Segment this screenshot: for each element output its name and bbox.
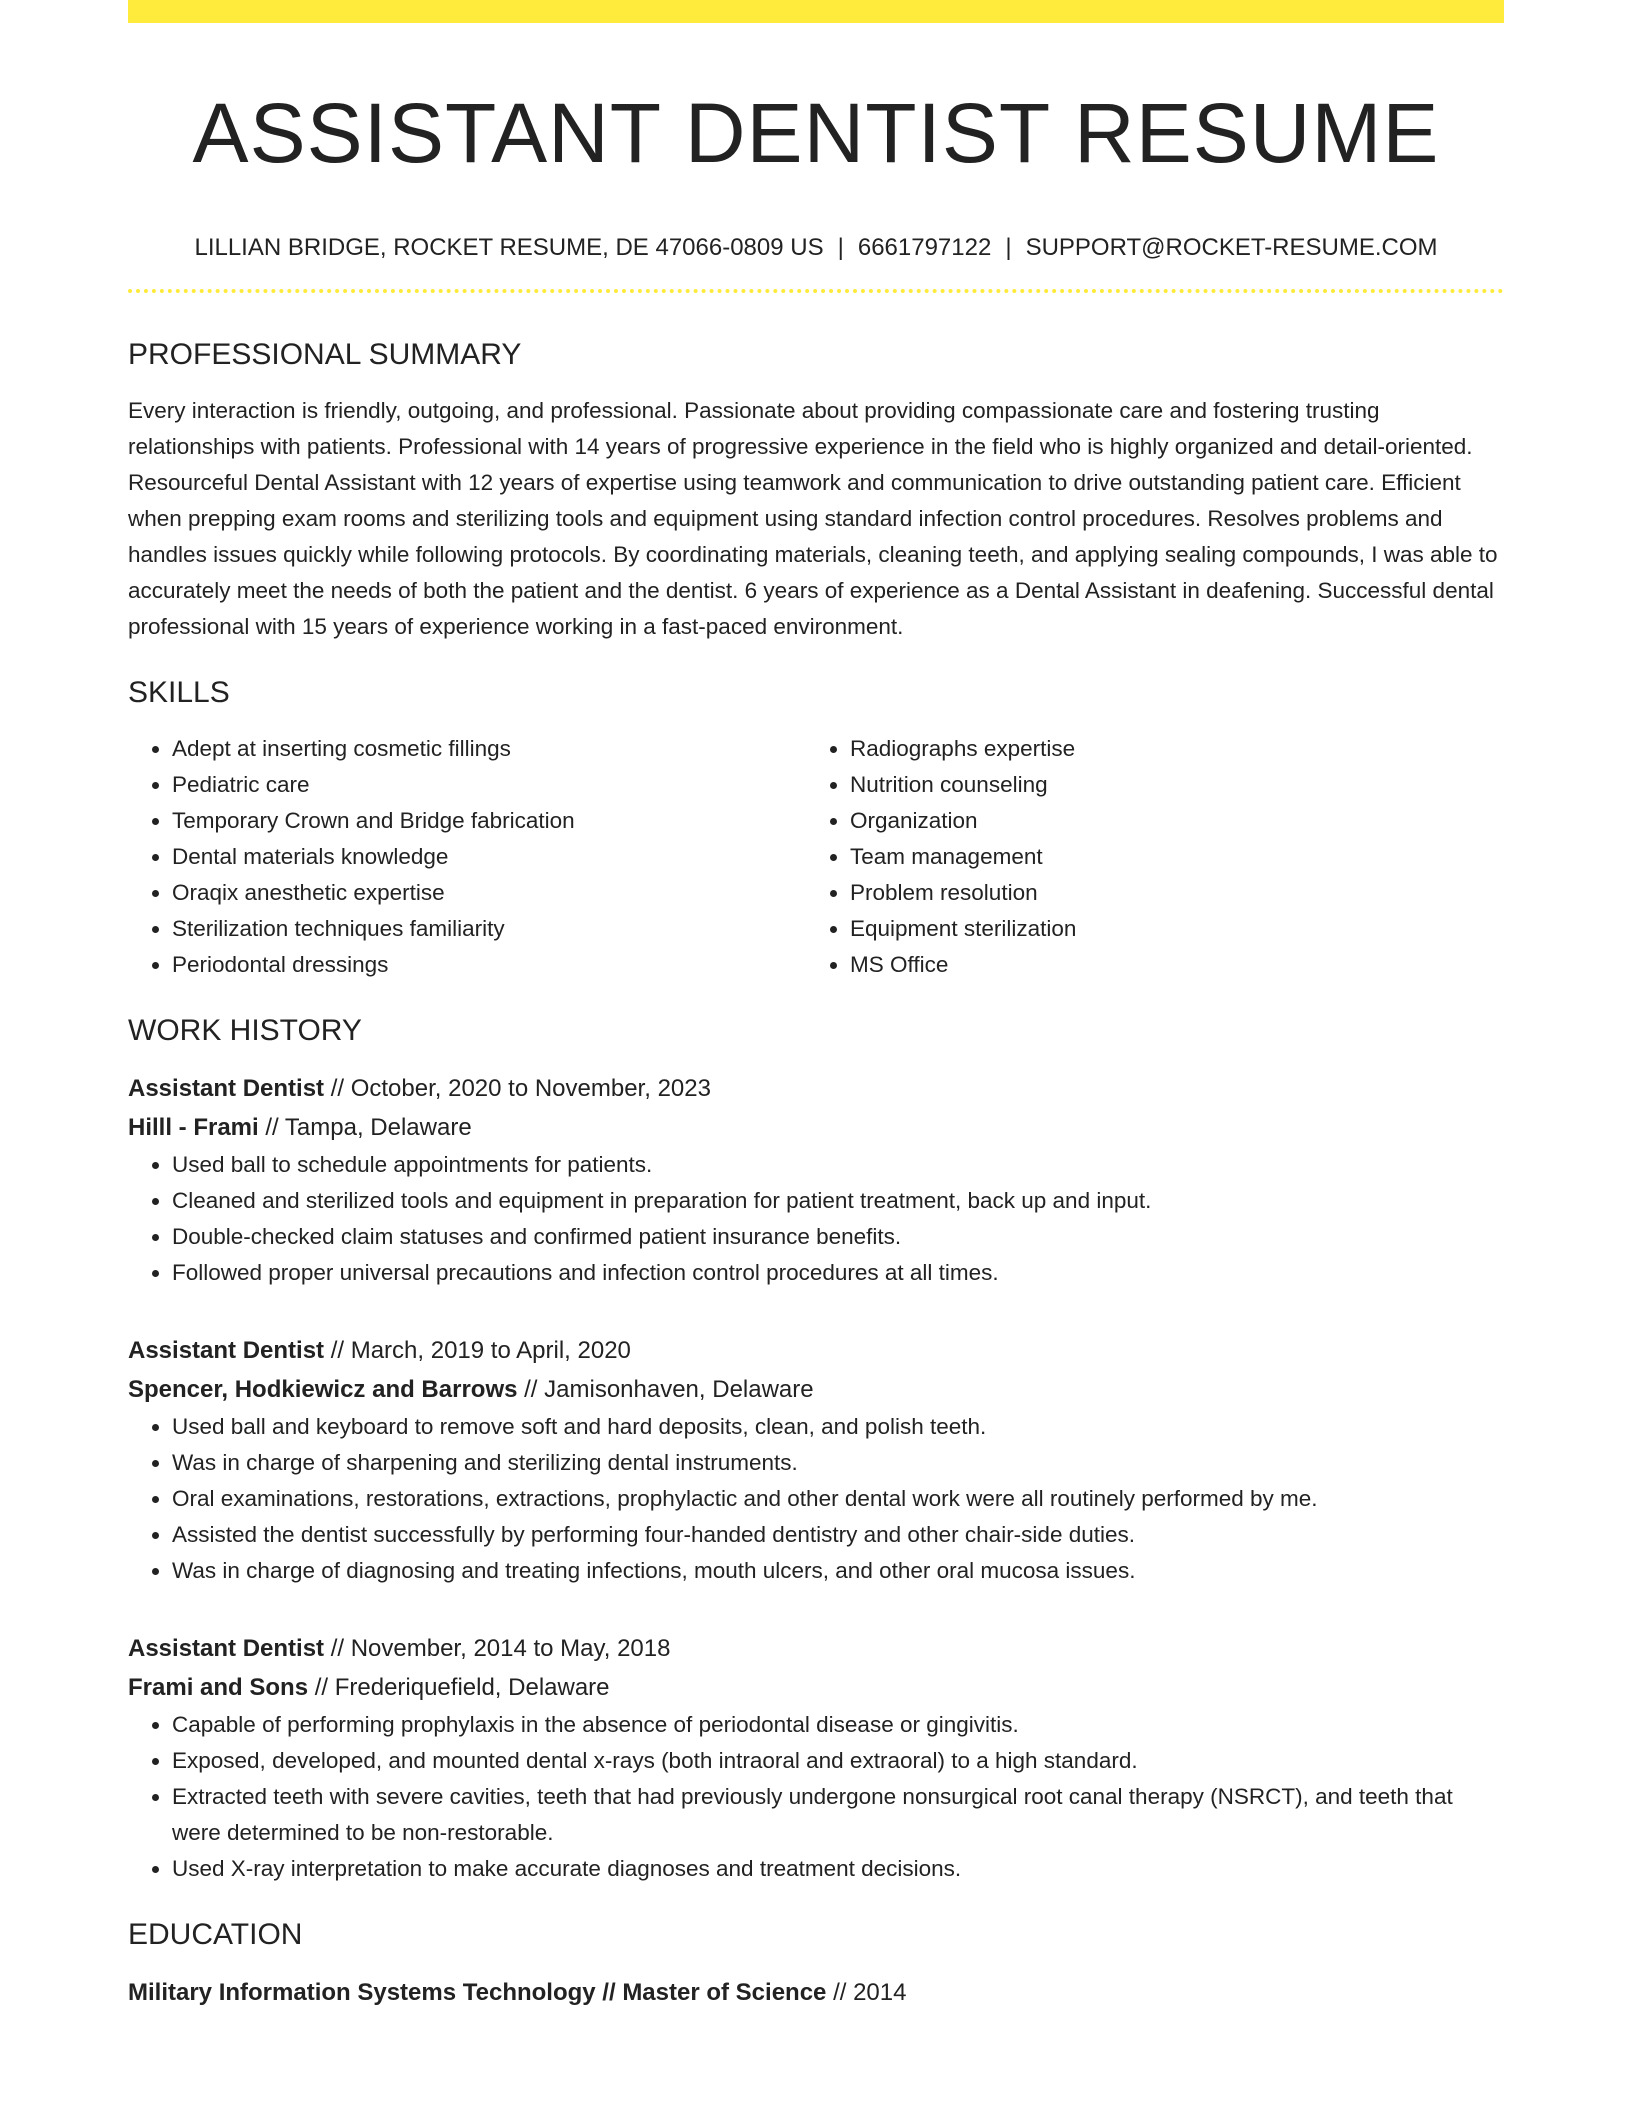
education-divider: // [595, 1979, 623, 2006]
skill-item: • MS Office [850, 947, 1484, 983]
contact-line [128, 233, 1504, 263]
job-duty: • Double-checked claim statuses and confirmed patient insurance benefits. [172, 1219, 1504, 1255]
job-dates: // March, 2019 to April, 2020 [324, 1337, 631, 1364]
job-company-line [128, 1108, 1504, 1147]
contact-separator: | [1005, 234, 1012, 261]
job-duty: • Was in charge of diagnosing and treating infections, mouth ulcers, and other oral mucosa issues. [172, 1553, 1504, 1589]
job-duty: • Extracted teeth with severe cavities, teeth that had previously undergone nonsurgical root canal therapy (NSRCT), and teeth that were determined to be non-restorable. [172, 1779, 1504, 1851]
work-history-heading: WORK HISTORY [128, 1014, 362, 1047]
education-year: // 2014 [826, 1979, 907, 2006]
job-duties-list [128, 1147, 1504, 1291]
summary-heading: PROFESSIONAL SUMMARY [128, 338, 522, 371]
education-degree: Master of Science [622, 1979, 827, 2006]
job-location: // Jamisonhaven, Delaware [517, 1376, 814, 1403]
job-title-line [128, 1069, 1504, 1108]
job-title: Assistant Dentist [128, 1075, 325, 1102]
skill-item: • Pediatric care [172, 767, 806, 803]
job-company-line [128, 1668, 1504, 1707]
contact-phone: 6661797122 [857, 234, 992, 261]
job-company-line [128, 1370, 1504, 1409]
education-entry [128, 1973, 1504, 2012]
education-heading: EDUCATION [128, 1918, 303, 1951]
job-duties-list [128, 1707, 1504, 1887]
job-company: Spencer, Hodkiewicz and Barrows [128, 1376, 518, 1403]
job-location: // Frederiquefield, Delaware [308, 1674, 610, 1701]
skill-item: • Problem resolution [850, 875, 1484, 911]
job-entry [128, 1331, 1504, 1589]
job-duty: • Capable of performing prophylaxis in the absence of periodontal disease or gingivitis. [172, 1707, 1504, 1743]
job-duty: • Used ball to schedule appointments for patients. [172, 1147, 1504, 1183]
contact-email: SUPPORT@ROCKET-RESUME.COM [1025, 234, 1438, 261]
skill-item: • Nutrition counseling [850, 767, 1484, 803]
skill-item: • Radiographs expertise [850, 731, 1484, 767]
job-duty: • Used ball and keyboard to remove soft and hard deposits, clean, and polish teeth. [172, 1409, 1504, 1445]
resume-title: ASSISTANT DENTIST RESUME [192, 86, 1440, 180]
skill-item: • Team management [850, 839, 1484, 875]
skill-item: • Sterilization techniques familiarity [172, 911, 806, 947]
job-duty: • Exposed, developed, and mounted dental x-rays (both intraoral and extraoral) to a high standard. [172, 1743, 1504, 1779]
job-dates: // October, 2020 to November, 2023 [324, 1075, 711, 1102]
accent-top-bar [128, 0, 1504, 23]
contact-separator: | [837, 234, 844, 261]
job-company: Hilll - Frami [128, 1114, 259, 1141]
job-title: Assistant Dentist [128, 1337, 325, 1364]
job-dates: // November, 2014 to May, 2018 [324, 1635, 671, 1662]
skill-item: • Organization [850, 803, 1484, 839]
dotted-divider [128, 289, 1504, 293]
job-title-line [128, 1629, 1504, 1668]
job-duty: • Oral examinations, restorations, extractions, prophylactic and other dental work were all routinely performed by me. [172, 1481, 1504, 1517]
skill-item: • Periodontal dressings [172, 947, 806, 983]
job-duty: • Cleaned and sterilized tools and equipment in preparation for patient treatment, back up and input. [172, 1183, 1504, 1219]
skills-right-list [806, 731, 1484, 983]
contact-address: LILLIAN BRIDGE, ROCKET RESUME, DE 47066-0809 US [194, 234, 824, 261]
education-field: Military Information Systems Technology [128, 1979, 596, 2006]
skills-grid [128, 731, 1504, 983]
summary-text: Every interaction is friendly, outgoing, and professional. Passionate about providing compassionate care and fostering trusting relationships with patients. Professional with 14 years of progressive experience in the field who is highly organized and detail-oriented. Resourceful Dental Assistant with 12 years of expertise using teamwork and communication to drive outstanding patient care. Efficient when prepping exam rooms and sterilizing tools and equipment using standard infection control procedures. Resolves problems and handles issues quickly while following protocols. By coordinating materials, cleaning teeth, and applying sealing compounds, I was able to accurately meet the needs of both the patient and the dentist. 6 years of experience as a Dental Assistant in deafening. Successful dental professional with 15 years of experience working in a fast-paced environment. [128, 398, 1498, 639]
skill-item: • Oraqix anesthetic expertise [172, 875, 806, 911]
job-entry [128, 1069, 1504, 1291]
skills-heading: SKILLS [128, 676, 230, 709]
job-duty: • Followed proper universal precautions and infection control procedures at all times. [172, 1255, 1504, 1291]
job-duty: • Was in charge of sharpening and sterilizing dental instruments. [172, 1445, 1504, 1481]
job-duty: • Used X-ray interpretation to make accurate diagnoses and treatment decisions. [172, 1851, 1504, 1887]
resume-page [128, 0, 1504, 2012]
skill-item: • Dental materials knowledge [172, 839, 806, 875]
job-duty: • Assisted the dentist successfully by performing four-handed dentistry and other chair-side duties. [172, 1517, 1504, 1553]
job-entry [128, 1629, 1504, 1887]
job-duties-list [128, 1409, 1504, 1589]
skill-item: • Equipment sterilization [850, 911, 1484, 947]
job-location: // Tampa, Delaware [258, 1114, 472, 1141]
job-company: Frami and Sons [128, 1674, 309, 1701]
skill-item: • Adept at inserting cosmetic fillings [172, 731, 806, 767]
skills-left-list [128, 731, 806, 983]
skill-item: • Temporary Crown and Bridge fabrication [172, 803, 806, 839]
job-title-line [128, 1331, 1504, 1370]
job-title: Assistant Dentist [128, 1635, 325, 1662]
